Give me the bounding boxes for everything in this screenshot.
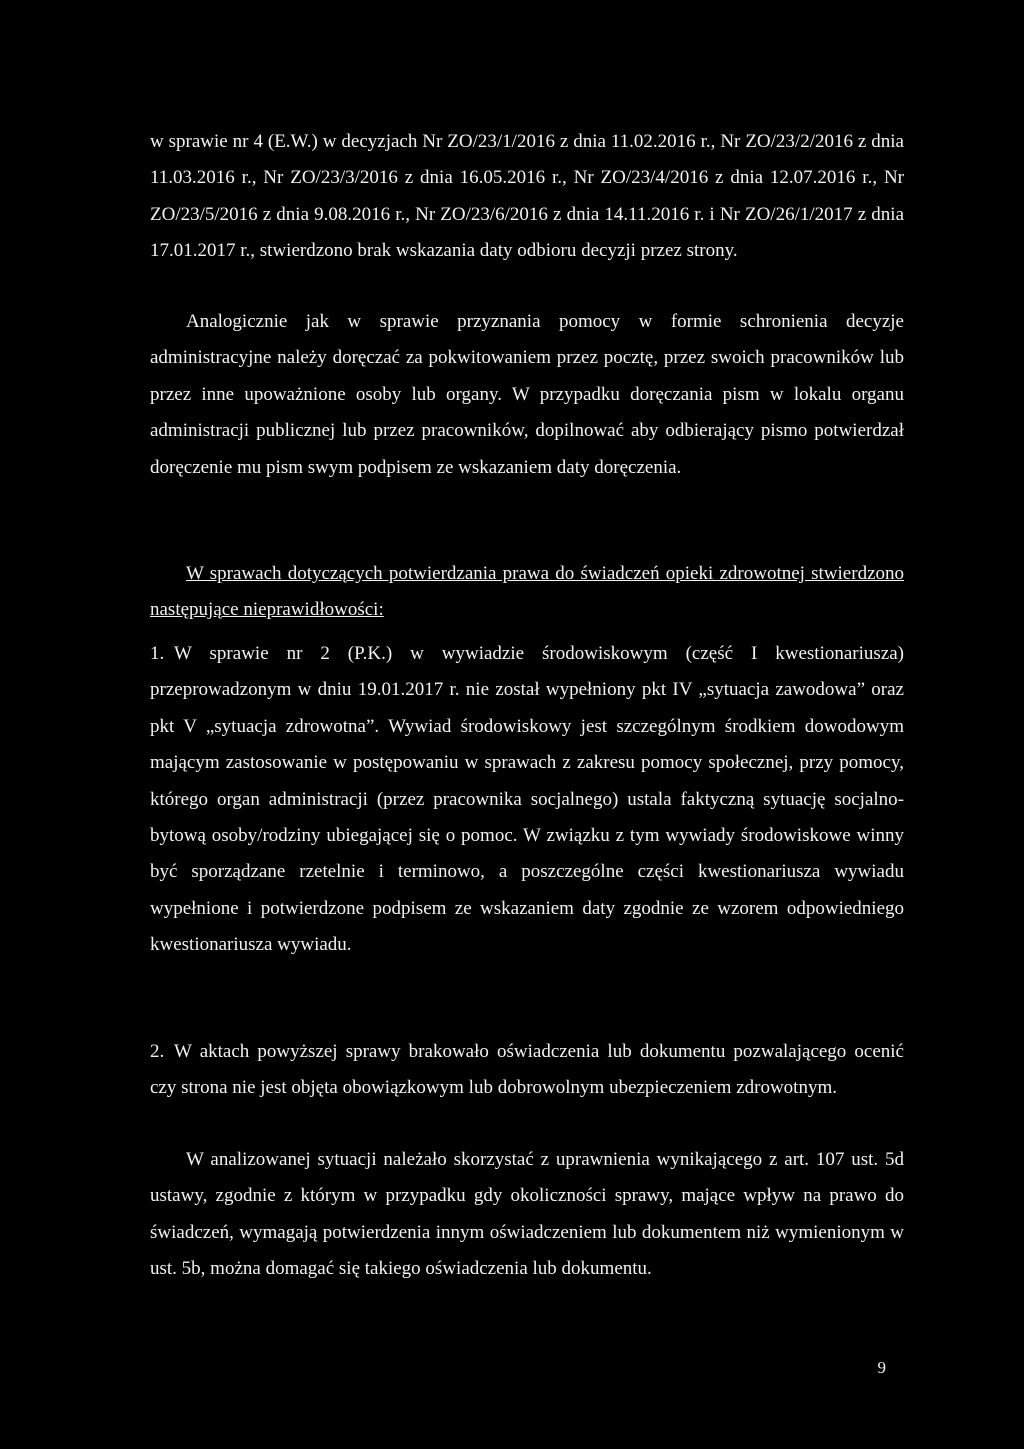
paragraph-delivery-recommendation: Analogicznie jak w sprawie przyznania pomocy w formie schronienia decyzje administracyjne należy doręczać za pokwitowaniem przez pocztę, przez swoich pracowników lub przez inne upoważnione osoby lub organy. W przypadku doręczania pism w lokalu organu administracji publicznej lub przez pracowników, dopilnować aby odbierający pismo potwierdzał doręczenie mu pism swym podpisem ze wskazaniem daty doręczenia.: [150, 311, 904, 478]
page-number: 9: [877, 1358, 886, 1377]
list-item-1-text: [150, 636, 904, 964]
list-marker-1: 1.: [150, 643, 165, 664]
list-item-1: [150, 636, 904, 964]
list-item-1-content: W sprawie nr 2 (P.K.) w wywiadzie środowiskowym (część I kwestionariusza) przeprowadzonym w dniu 19.01.2017 r. nie został wypełniony pkt IV „sytuacja zawodowa” oraz pkt V „sytuacja zdrowotna”. Wywiad środowiskowy jest szczególnym środkiem dowodowym mającym zastosowanie w postępowaniu w sprawach z zakresu pomocy społecznej, przy pomocy, którego organ administracji (przez pracownika socjalnego) ustala faktyczną sytuację socjalno-bytową osoby/rodziny ubiegającej się o pomoc. W związku z tym wywiady środowiskowe winny być sporządzane rzetelnie i terminowo, a poszczególne części kwestionariusza wywiadu wypełnione i potwierdzone podpisem ze wskazaniem daty zgodnie ze wzorem odpowiedniego kwestionariusza wywiadu.: [150, 643, 904, 956]
list-item-2-text: [150, 1034, 904, 1107]
list-item-2-content: W aktach powyższej sprawy brakowało oświadczenia lub dokumentu pozwalającego ocenić czy strona nie jest objęta obowiązkowym lub dobrowolnym ubezpieczeniem zdrowotnym.: [150, 1041, 904, 1099]
section-heading-health-care-entitlements: W sprawach dotyczących potwierdzania prawa do świadczeń opieki zdrowotnej stwierdzono następujące nieprawidłowości:: [150, 563, 904, 620]
list-marker-2: 2.: [150, 1041, 165, 1062]
paragraph-legal-basis: W analizowanej sytuacji należało skorzystać z uprawnienia wynikającego z art. 107 ust. 5d ustawy, zgodnie z którym w przypadku gdy okoliczności sprawy, mające wpływ na prawo do świadczeń, wymagają potwierdzenia innym oświadczeniem lub dokumentem niż wymienionym w ust. 5b, można domagać się takiego oświadczenia lub dokumentu.: [150, 1149, 904, 1280]
list-item-2: [150, 1034, 904, 1107]
paragraph-decisions-list: w sprawie nr 4 (E.W.) w decyzjach Nr ZO/23/1/2016 z dnia 11.02.2016 r., Nr ZO/23/2/2016 z dnia 11.03.2016 r., Nr ZO/23/3/2016 z dnia 16.05.2016 r., Nr ZO/23/4/2016 z dnia 12.07.2016 r., Nr ZO/23/5/2016 z dnia 9.08.2016 r., Nr ZO/23/6/2016 z dnia 14.11.2016 r. i Nr ZO/26/1/2017 z dnia 17.01.2017 r., stwierdzono brak wskazania daty odbioru decyzji przez strony.: [150, 131, 904, 262]
